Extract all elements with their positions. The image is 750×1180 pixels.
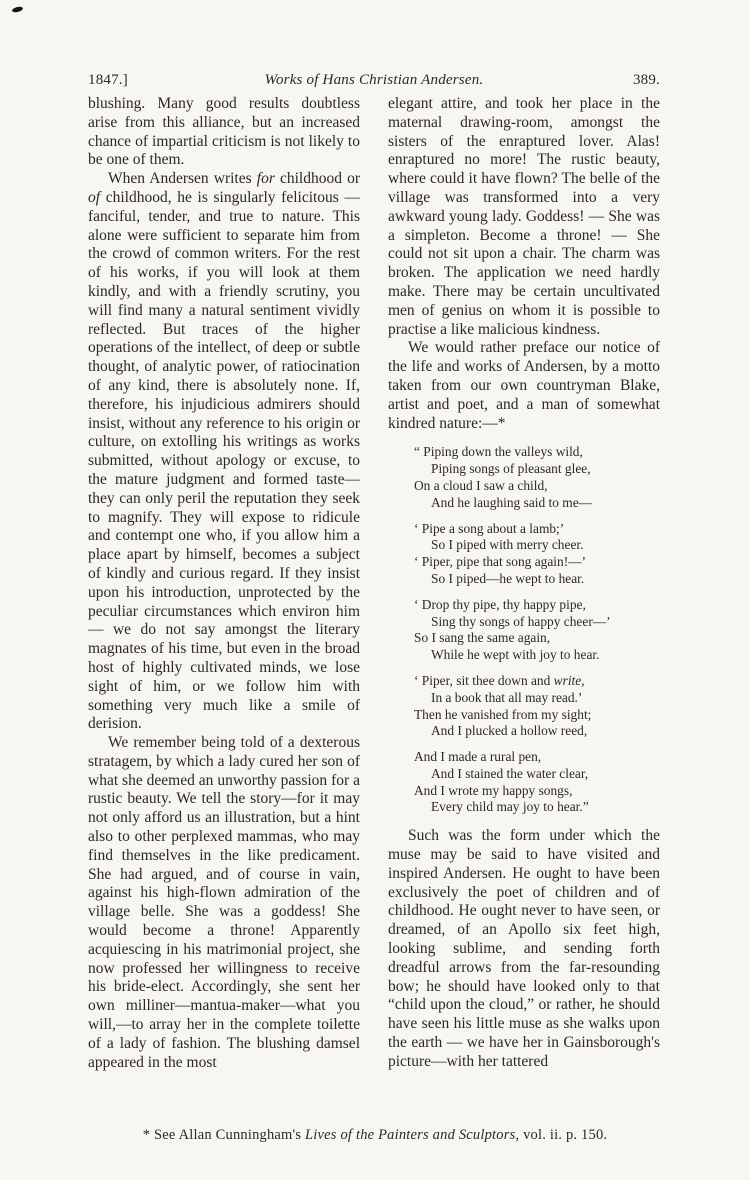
- footnote-title-italic: Lives of the Painters and Sculptors,: [305, 1127, 520, 1143]
- right-column: [388, 95, 660, 1109]
- poem-line: ‘ Drop thy pipe, thy happy pipe,: [414, 596, 586, 612]
- footnote-marker-text: * See Allan Cunningham's: [142, 1127, 306, 1143]
- poem-stanza-3: [414, 597, 660, 664]
- text-columns: [88, 95, 660, 1109]
- header-date: 1847.]: [88, 72, 128, 88]
- paragraph-muse: Such was the form under which the muse may be said to have visited and inspired Andersen. He ought to have been exclusively the poet of children and of childhood. He ought never to have seen, or dreamed, of an Apollo six feet high, looking sublime, and sending forth dreadful arrows from the far-resounding bow; he should have looked only to that “child upon the cloud,” or rather, he should have seen his little muse as she walks upon the earth — we have her in Gainsborough's picture—with her tattered: [388, 827, 660, 1070]
- text-run: When Andersen writes: [108, 170, 257, 188]
- poem-line: And I made a rural pen,: [414, 749, 542, 765]
- poem-line: And I stained the water clear,: [431, 765, 589, 781]
- poem-blake-motto: [414, 444, 660, 816]
- poem-line: “ Piping down the valleys wild,: [414, 444, 583, 460]
- poem-line: Sing thy songs of happy cheer—’: [431, 613, 611, 629]
- italic-run: of: [88, 188, 101, 206]
- footnote: [0, 1127, 750, 1144]
- poem-line: So I piped—he wept to hear.: [431, 570, 585, 586]
- page-header: [88, 72, 660, 89]
- paragraph-andersen: [88, 170, 360, 734]
- text-run: childhood, he is singularly felicitous — fanciful, tender, and true to nature. This alone were sufficient to separate him from the crowd of common writers. For the rest of his works, if you will look at them kindly, and with a friendly scrutiny, you will find many a natural sentiment vividly reflected. But traces of the higher operations of the intellect, of deep or subtle thought, of analytic power, of ratiocination of any kind, there is absolutely none. If, therefore, his injudicious admirers should insist, without any reference to his origin or culture, on extolling his writings as works submitted, without apology or excuse, to the mature judgment and formed taste—they can only peril the reputation they seek to magnify. They will expose to ridicule and contempt one who, if you allow him a place apart by himself, becomes a subject of kindly and curious regard. If they insist upon his introduction, unprotected by the peculiar circumstances which environ him — we do not say amongst the literary magnates of his time, but even in the broad host of highly cultivated minds, we lose sight of him, or we follow him with something very much like a smile of derision.: [88, 188, 360, 733]
- poem-stanza-4: [414, 673, 660, 740]
- text-run: childhood or: [274, 170, 361, 188]
- italic-run: write: [553, 672, 582, 688]
- poem-line: And I plucked a hollow reed,: [431, 723, 588, 739]
- poem-line: ‘ Pipe a song about a lamb;’: [414, 520, 565, 536]
- left-column: [88, 95, 360, 1109]
- header-running-title: Works of Hans Christian Andersen.: [264, 72, 484, 88]
- poem-stanza-5: [414, 749, 660, 816]
- text-run: ,: [581, 672, 585, 688]
- poem-stanza-1: [414, 444, 660, 511]
- poem-line: Piping songs of pleasant glee,: [431, 461, 591, 477]
- poem-line: On a cloud I saw a child,: [414, 477, 548, 493]
- poem-line: In a book that all may read.’: [431, 689, 583, 705]
- poem-line: ‘ Piper, pipe that song again!—’: [414, 554, 587, 570]
- paragraph-motto-intro: We would rather preface our notice of the life and works of Andersen, by a motto taken from our own countryman Blake, artist and poet, and a man of somewhat kindred nature:—*: [388, 339, 660, 432]
- scan-artifact: [12, 6, 24, 14]
- poem-line: So I piped with merry cheer.: [431, 537, 584, 553]
- poem-line: So I sang the same again,: [414, 630, 551, 646]
- paragraph-continuation-right: elegant attire, and took her place in the maternal drawing-room, amongst the sisters of the enraptured lover. Alas! enraptured no more! The rustic beauty, where could it have flown? The belle of the village was transformed into a very awkward young lady. Goddess! — She was a simpleton. Become a throne! — She could not sit upon a chair. The charm was broken. The application we need hardly make. There may be certain uncultivated men of genius on whom it is possible to practise a like malicious kindness.: [388, 95, 660, 338]
- poem-stanza-2: [414, 521, 660, 588]
- footnote-reference: vol. ii. p. 150.: [519, 1127, 608, 1143]
- poem-line: While he wept with joy to hear.: [431, 647, 600, 663]
- poem-line: And he laughing said to me—: [431, 494, 593, 510]
- paragraph-stratagem: We remember being told of a dexterous stratagem, by which a lady cured her son of what she deemed an unworthy passion for a rustic beauty. We tell the story—for it may not only afford us an illustration, but a hint also to other perplexed mammas, who may find themselves in the like predicament. She had argued, and of course in vain, against his high-flown admiration of the village belle. She was a goddess! She would become a throne! Apparently acquiescing in his matrimonial project, she now professed her willingness to receive his bride-elect. Accordingly, she sent her own milliner—mantua-maker—what you will,—to array her in the complete toilette of a lady of fashion. The blushing damsel appeared in the most: [88, 734, 360, 1071]
- text-run: ‘ Piper, sit thee down and: [414, 672, 554, 688]
- poem-line: [414, 673, 660, 690]
- poem-line: Then he vanished from my sight;: [414, 706, 592, 722]
- italic-run: for: [256, 170, 275, 188]
- header-page-number: 389.: [632, 72, 660, 88]
- poem-line: And I wrote my happy songs,: [414, 782, 573, 798]
- paragraph-continuation-left: blushing. Many good results doubtless arise from this alliance, but an increased chance of impartial criticism is not likely to be one of them.: [88, 95, 360, 169]
- poem-line: Every child may joy to hear.”: [431, 799, 589, 815]
